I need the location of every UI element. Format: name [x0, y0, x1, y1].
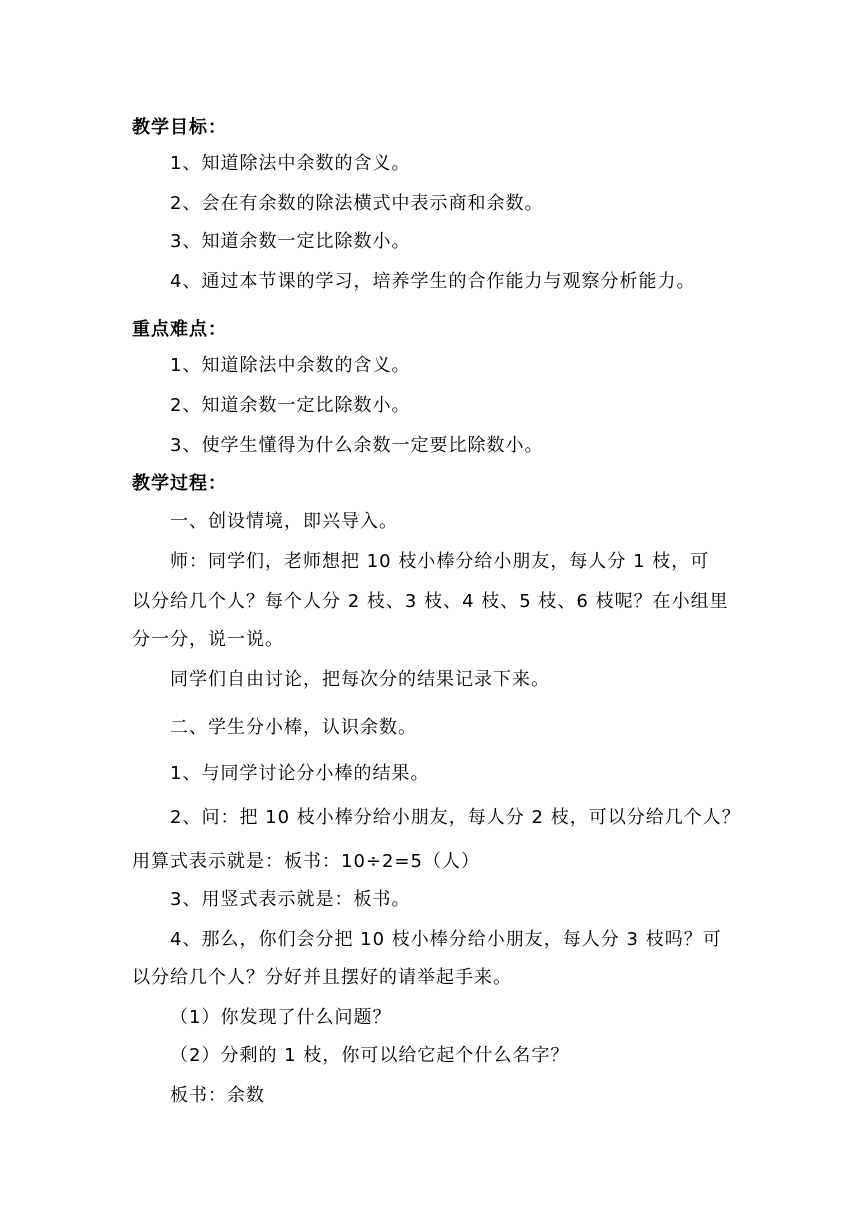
- section1-title: 一、创设情境，即兴导入。: [170, 511, 398, 532]
- question-2: （2）分剩的 1 枝，你可以给它起个什么名字？: [170, 1045, 570, 1066]
- section2-title: 二、学生分小棒，认识余数。: [170, 717, 417, 738]
- key-point-item-1: 1、知道除法中余数的含义。: [170, 355, 411, 376]
- objective-item-3: 3、知道余数一定比除数小。: [170, 231, 411, 252]
- discussion-line: 同学们自由讨论，把每次分的结果记录下来。: [170, 669, 550, 690]
- objective-item-1: 1、知道除法中余数的含义。: [170, 153, 411, 174]
- question-1: （1）你发现了什么问题？: [170, 1007, 392, 1028]
- process-heading: 教学过程：: [132, 473, 227, 494]
- key-point-item-3: 3、使学生懂得为什么余数一定要比除数小。: [170, 435, 544, 456]
- teacher-line-1: 师：同学们，老师想把 10 枝小棒分给小朋友，每人分 1 枝，可: [170, 551, 710, 572]
- objective-item-2: 2、会在有余数的除法横式中表示商和余数。: [170, 193, 544, 214]
- key-points-heading: 重点难点：: [132, 319, 227, 340]
- teacher-line-3: 分一分，说一说。: [132, 629, 284, 650]
- step-2-line-2: 用算式表示就是：板书：10÷2=5（人）: [132, 851, 480, 872]
- step-2-line-1: 2、问：把 10 枝小棒分给小朋友，每人分 2 枝，可以分给几个人？: [170, 807, 741, 828]
- key-point-item-2: 2、知道余数一定比除数小。: [170, 395, 411, 416]
- step-3: 3、用竖式表示就是：板书。: [170, 889, 411, 910]
- step-4-line-1: 4、那么，你们会分把 10 枝小棒分给小朋友，每人分 3 枝吗？可: [170, 929, 722, 950]
- objective-item-4: 4、通过本节课的学习，培养学生的合作能力与观察分析能力。: [170, 271, 696, 292]
- step-1: 1、与同学讨论分小棒的结果。: [170, 763, 430, 784]
- step-4-line-2: 以分给几个人？分好并且摆好的请举起手来。: [132, 967, 512, 988]
- teacher-line-2: 以分给几个人？每个人分 2 枝、3 枝、4 枝、5 枝、6 枝呢？在小组里: [132, 591, 729, 612]
- objectives-heading: 教学目标：: [132, 117, 227, 138]
- board-note: 板书：余数: [170, 1085, 265, 1106]
